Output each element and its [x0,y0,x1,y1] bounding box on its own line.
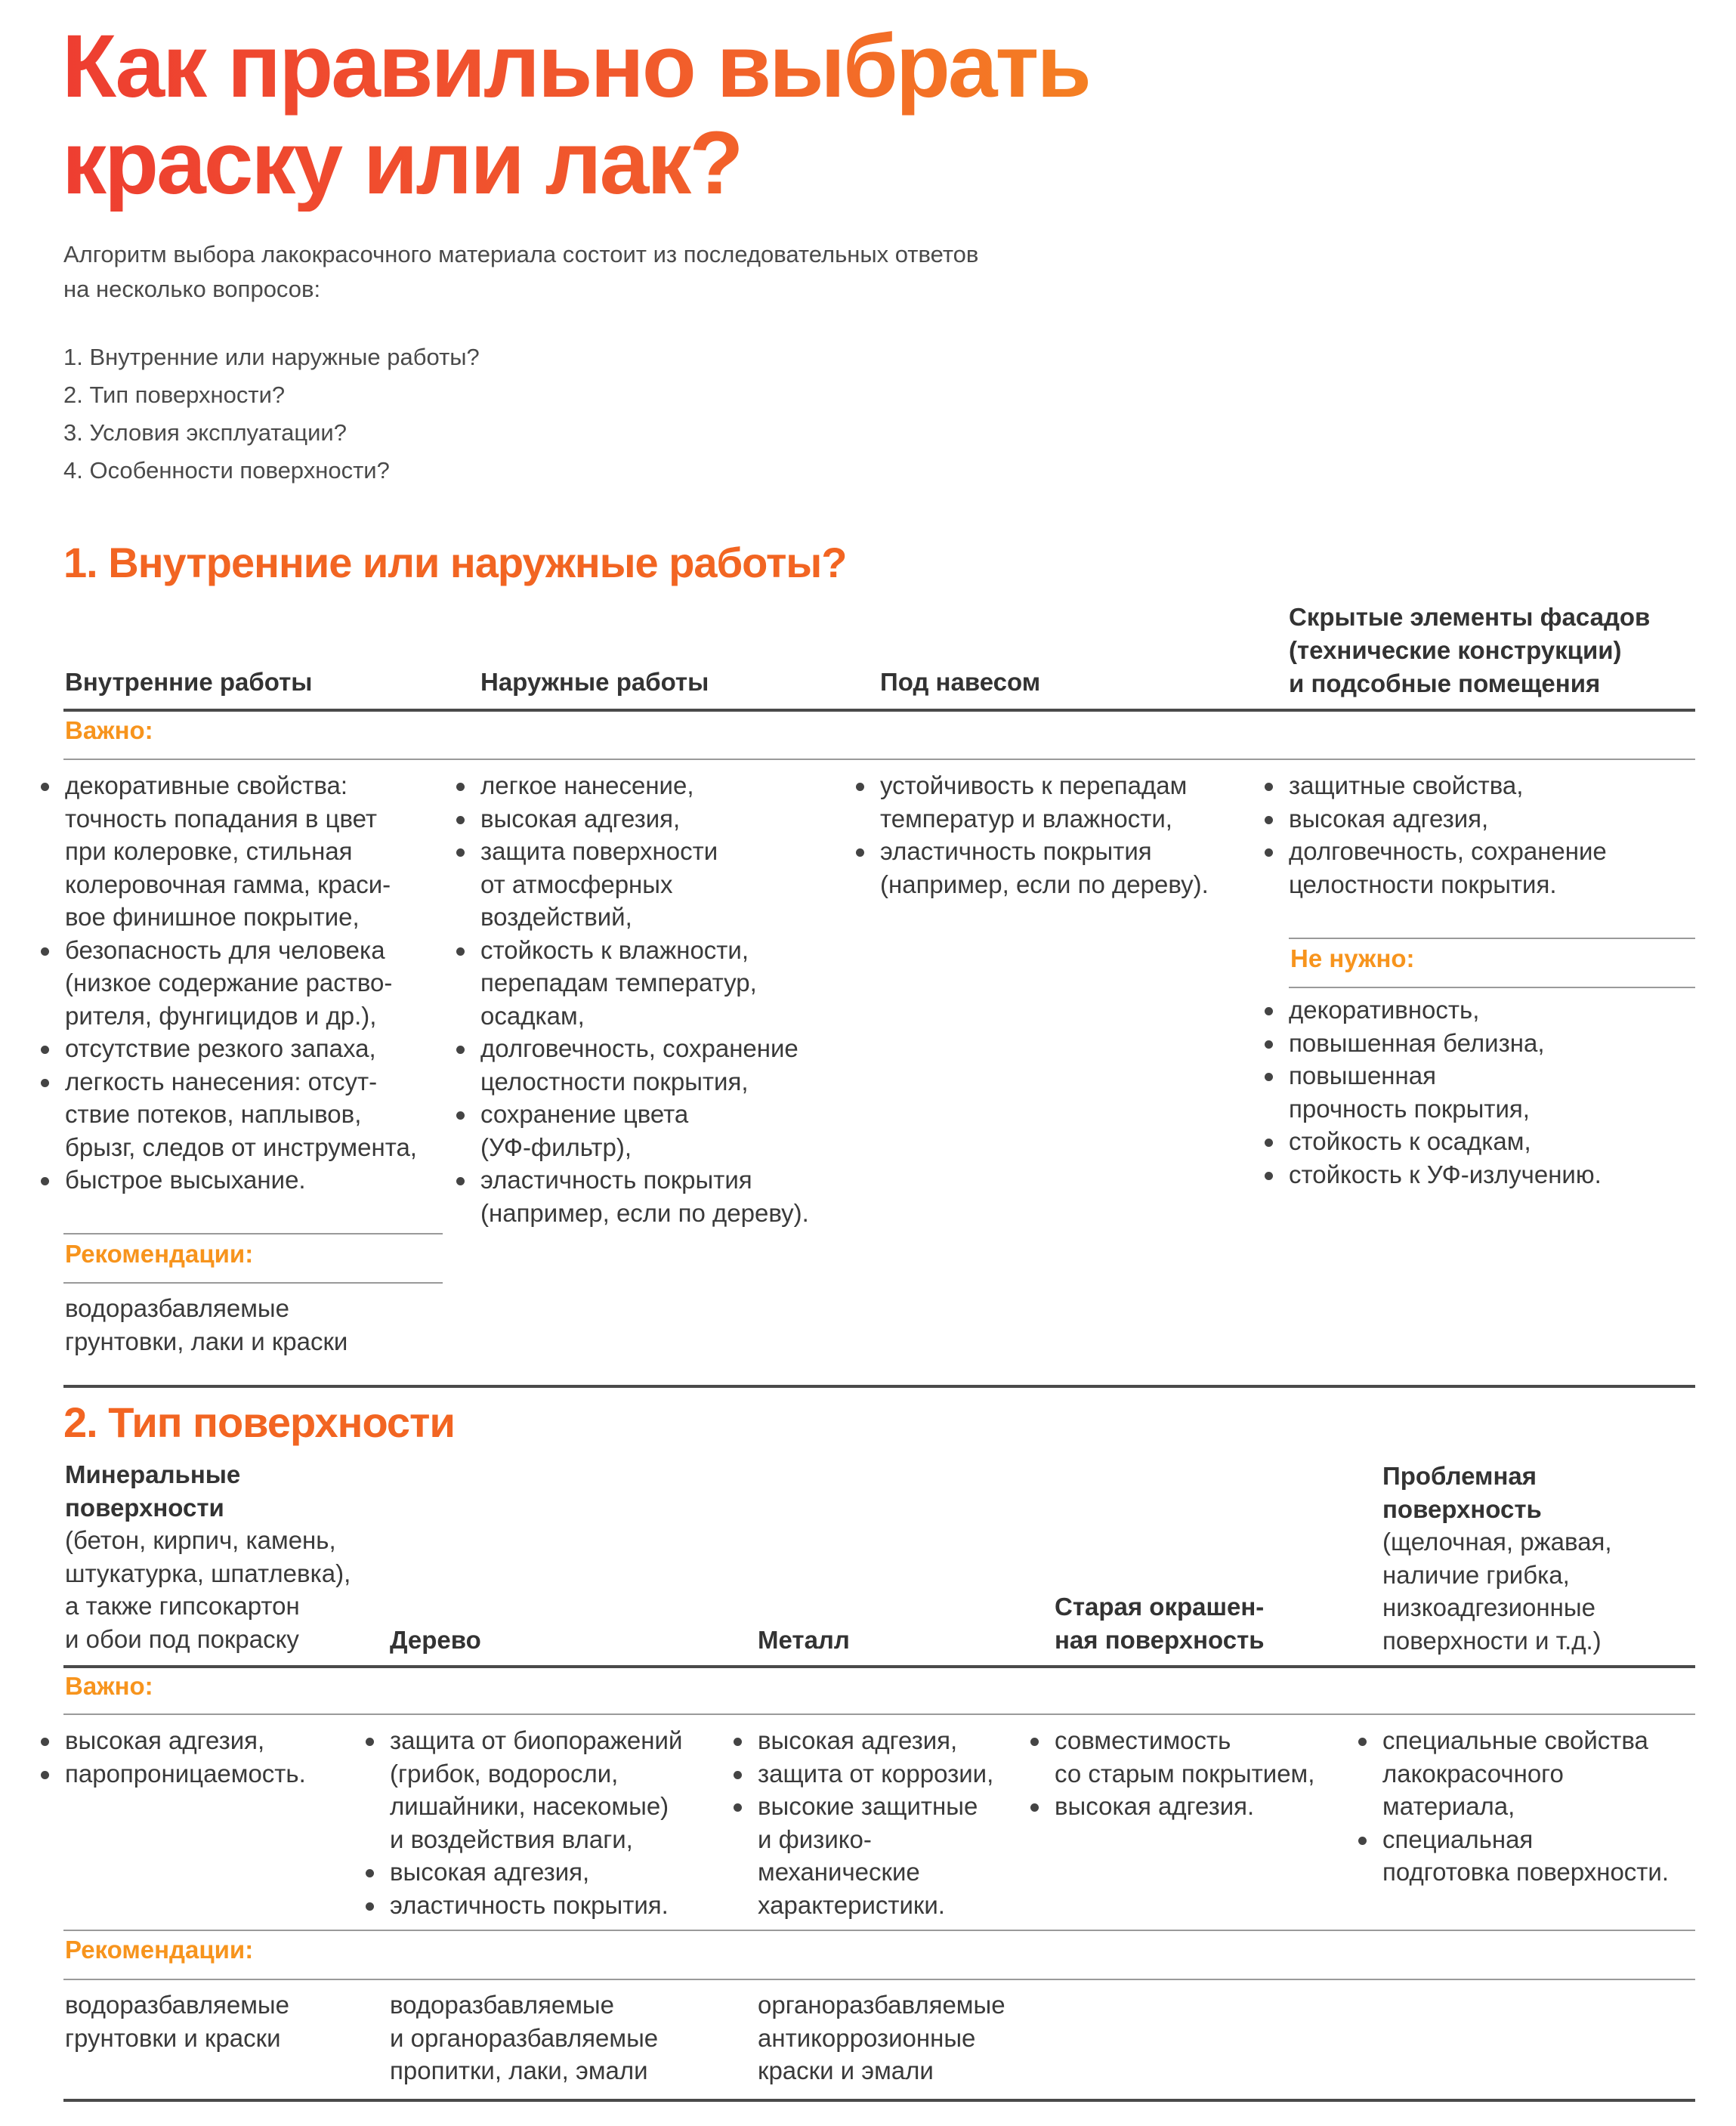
s2-recommendations-top-rule [63,1930,1695,1931]
question-item: 2. Тип поверхности? [63,382,286,408]
list-line: высокая адгезия, [758,1726,958,1754]
list-line: высокая адгезия. [1055,1792,1255,1820]
rec-line: краски и эмали [758,2056,934,2084]
question-list [63,338,480,490]
list-line: колеровочная гамма, краси- [65,870,391,898]
list-line: механические [758,1858,920,1886]
list-line: эластичность покрытия. [390,1890,669,1919]
question-item: 4. Особенности поверхности? [63,457,390,484]
s2-header-sub-line: штукатурка, шпатлевка), [65,1559,351,1587]
list-line: совместимость [1055,1726,1231,1754]
s1-col-header-exterior: Наружные работы [480,668,709,696]
list-item [65,769,450,934]
s2-recommendations-rule [63,1979,1695,1980]
s1-not-needed-top-rule [1289,938,1695,939]
list-item [1289,1027,1697,1060]
list-item [480,1098,858,1163]
list-line: стойкость к влажности, [480,935,749,964]
section1-heading: 1. Внутренние или наружные работы? [63,539,847,586]
list-line: лакокрасочного [1382,1759,1564,1788]
list-line: ствие потеков, наплывов, [65,1100,362,1128]
list-item [480,802,858,836]
s1-recommendations-top-rule [63,1233,443,1235]
list-line: характеристики. [758,1890,945,1919]
list-line: перепадам температур, [480,969,757,997]
list-line: (УФ-фильтр), [480,1133,632,1161]
list-line: высокая адгезия, [480,804,681,833]
list-line: повышенная белизна, [1289,1028,1545,1057]
list-line: повышенная [1289,1061,1436,1089]
list-item [1382,1823,1700,1889]
s2-important-rule [63,1713,1695,1715]
list-line: стойкость к УФ-излучению. [1289,1160,1602,1188]
list-item [880,769,1258,835]
list-line: защита от биопоражений [390,1726,683,1754]
list-line: (грибок, водоросли, [390,1759,619,1788]
rec-line: и органоразбавляемые [390,2023,659,2052]
page-title-line-1: Как правильно выбрать [62,17,1089,116]
list-item [480,835,858,934]
list-line: и воздействия влаги, [390,1825,633,1853]
list-line: защитные свойства, [1289,771,1524,799]
rec-line: водоразбавляемые [65,1991,289,2019]
list-item [390,1889,737,1922]
s2-col-header-old-painted [1055,1590,1372,1657]
list-item [1289,993,1697,1027]
bottom-rule [63,2099,1695,2102]
s2-header-line: поверхности [65,1493,224,1522]
s1-col-header-interior: Внутренние работы [65,668,313,696]
s1-recommendations-label: Рекомендации: [65,1240,254,1268]
s1-header-rule [63,709,1695,712]
s1-canopy-list [880,769,1258,901]
rec-line: грунтовки и краски [65,2023,281,2052]
list-item [1382,1724,1700,1823]
s2-problem-list [1382,1724,1700,1889]
s2-header-line: ная поверхность [1055,1626,1265,1654]
list-line: долговечность, сохранение [1289,837,1607,865]
list-line: эластичность покрытия [480,1166,752,1194]
rec-line: водоразбавляемые [65,1294,289,1322]
rec-line: водоразбавляемые [390,1991,614,2019]
section-divider [63,1385,1695,1388]
s2-metal-list [758,1724,1045,1921]
s1-not-needed-rule [1289,987,1695,988]
list-item [1289,835,1697,901]
s1-recommendations-text [65,1292,443,1358]
s2-old-painted-list [1055,1724,1372,1823]
s2-col-header-problem [1382,1460,1700,1657]
s1-col-header-hidden-line: (технические конструкции) [1289,636,1622,664]
list-line: устойчивость к перепадам [880,771,1188,799]
s2-header-sub-line: и обои под покраску [65,1624,299,1653]
list-item [1289,802,1697,836]
s2-header-line: поверхность [1382,1494,1542,1523]
list-line: высокая адгезия, [1289,804,1489,833]
s1-col-header-hidden [1289,601,1712,700]
s1-exterior-list [480,769,858,1229]
list-item [1289,1059,1697,1125]
s1-interior-list [65,769,450,1197]
s2-header-sub-line: низкоадгезионные [1382,1593,1595,1621]
s2-header-sub-line: (бетон, кирпич, камень, [65,1526,336,1554]
list-item [65,1032,450,1065]
list-line: декоративные свойства: [65,771,348,799]
s2-header-sub-line: наличие грибка, [1382,1560,1570,1589]
list-item [480,769,858,802]
list-line: специальная [1382,1825,1534,1853]
list-line: лишайники, насекомые) [390,1792,669,1820]
list-item [480,1163,858,1229]
s1-not-needed-label: Не нужно: [1290,944,1415,972]
list-item [65,1757,367,1791]
list-line: стойкость к осадкам, [1289,1127,1531,1155]
list-line: материала, [1382,1792,1515,1820]
list-item [758,1724,1045,1757]
s2-header-line: Минеральные [65,1460,241,1488]
list-item [1055,1724,1372,1790]
list-line: и физико- [758,1825,872,1853]
list-item [65,1065,450,1164]
s2-important-label: Важно: [65,1672,153,1700]
list-line: долговечность, сохранение [480,1034,798,1062]
s2-col-header-metal: Металл [758,1626,850,1654]
list-line: (например, если по дереву). [880,870,1209,898]
list-line: подготовка поверхности. [1382,1858,1670,1886]
list-item [65,1724,367,1757]
rec-line: грунтовки, лаки и краски [65,1327,348,1355]
list-line: легкое нанесение, [480,771,694,799]
rec-line: антикоррозионные [758,2023,976,2052]
list-line: легкость нанесения: отсут- [65,1067,378,1095]
list-line: защита поверхности [480,837,718,865]
list-line: целостности покрытия, [480,1067,749,1095]
list-line: эластичность покрытия [880,837,1152,865]
intro-line-1: Алгоритм выбора лакокрасочного материала состоит из последовательных ответов [63,241,979,267]
s1-col-header-hidden-line: и подсобные помещения [1289,669,1601,697]
list-line: со старым покрытием, [1055,1759,1315,1788]
question-item: 3. Условия эксплуатации? [63,419,347,446]
list-line: быстрое высыхание. [65,1166,306,1194]
list-line: температур и влажности, [880,804,1172,833]
s2-header-line: Старая окрашен- [1055,1593,1265,1621]
list-line: от атмосферных [480,870,673,898]
list-item [880,835,1258,901]
list-item [1289,769,1697,802]
list-line: прочность покрытия, [1289,1094,1530,1123]
s2-wood-list [390,1724,737,1921]
intro-line-2: на несколько вопросов: [63,276,321,302]
s2-rec-wood [390,1988,737,2087]
list-line: паропроницаемость. [65,1759,306,1788]
list-line: при колеровке, стильная [65,837,353,865]
s2-header-sub-line: а также гипсокартон [65,1592,300,1620]
list-item [758,1757,1045,1791]
list-line: высокие защитные [758,1792,978,1820]
s1-col-header-canopy: Под навесом [880,668,1041,696]
list-line: осадкам, [480,1001,585,1030]
s1-not-needed-list [1289,993,1697,1191]
list-line: целостности покрытия. [1289,870,1557,898]
s1-hidden-list [1289,769,1697,901]
rec-line: органоразбавляемые [758,1991,1005,2019]
list-line: (например, если по дереву). [480,1198,809,1227]
section2-heading: 2. Тип поверхности [63,1398,455,1446]
list-item [390,1856,737,1889]
list-item [1289,1125,1697,1158]
intro-text [63,237,1197,307]
s1-recommendations-rule [63,1282,443,1284]
s1-important-rule [63,759,1695,760]
list-item [390,1724,737,1856]
page-title-line-2: краску или лак? [62,113,742,213]
list-line: специальные свойства [1382,1726,1648,1754]
list-line: точность попадания в цвет [65,804,377,833]
list-item [65,1163,450,1197]
s2-header-sub-line: (щелочная, ржавая, [1382,1528,1612,1556]
s2-header-line: Проблемная [1382,1462,1537,1490]
list-item [1289,1158,1697,1191]
list-line: защита от коррозии, [758,1759,994,1788]
s2-recommendations-label: Рекомендации: [65,1936,254,1964]
s2-rec-metal [758,1988,1075,2087]
list-line: безопасность для человека [65,935,385,964]
list-item [758,1790,1045,1921]
list-line: (низкое содержание раство- [65,969,393,997]
list-line: отсутствие резкого запаха, [65,1034,376,1062]
list-line: рителя, фунгицидов и др.), [65,1001,377,1030]
s1-col-header-hidden-line: Скрытые элементы фасадов [1289,603,1651,631]
list-line: сохранение цвета [480,1100,689,1128]
list-line: высокая адгезия, [390,1858,590,1886]
list-line: высокая адгезия, [65,1726,265,1754]
list-line: воздействий, [480,903,632,931]
list-line: брызг, следов от инструмента, [65,1133,417,1161]
list-item [480,934,858,1033]
question-item: 1. Внутренние или наружные работы? [63,344,480,370]
s2-header-sub-line: поверхности и т.д.) [1382,1626,1602,1655]
s2-col-header-wood: Дерево [390,1626,481,1654]
page-title [62,18,1346,212]
s2-rec-mineral [65,1988,382,2054]
list-item [1055,1790,1372,1823]
s2-col-header-mineral [65,1458,428,1655]
rec-line: пропитки, лаки, эмали [390,2056,648,2084]
list-item [65,934,450,1033]
list-line: вое финишное покрытие, [65,903,360,931]
s1-important-label: Важно: [65,716,153,744]
list-item [480,1032,858,1098]
s2-header-rule [63,1665,1695,1668]
list-line: декоративность, [1289,996,1480,1024]
s2-mineral-list [65,1724,367,1790]
